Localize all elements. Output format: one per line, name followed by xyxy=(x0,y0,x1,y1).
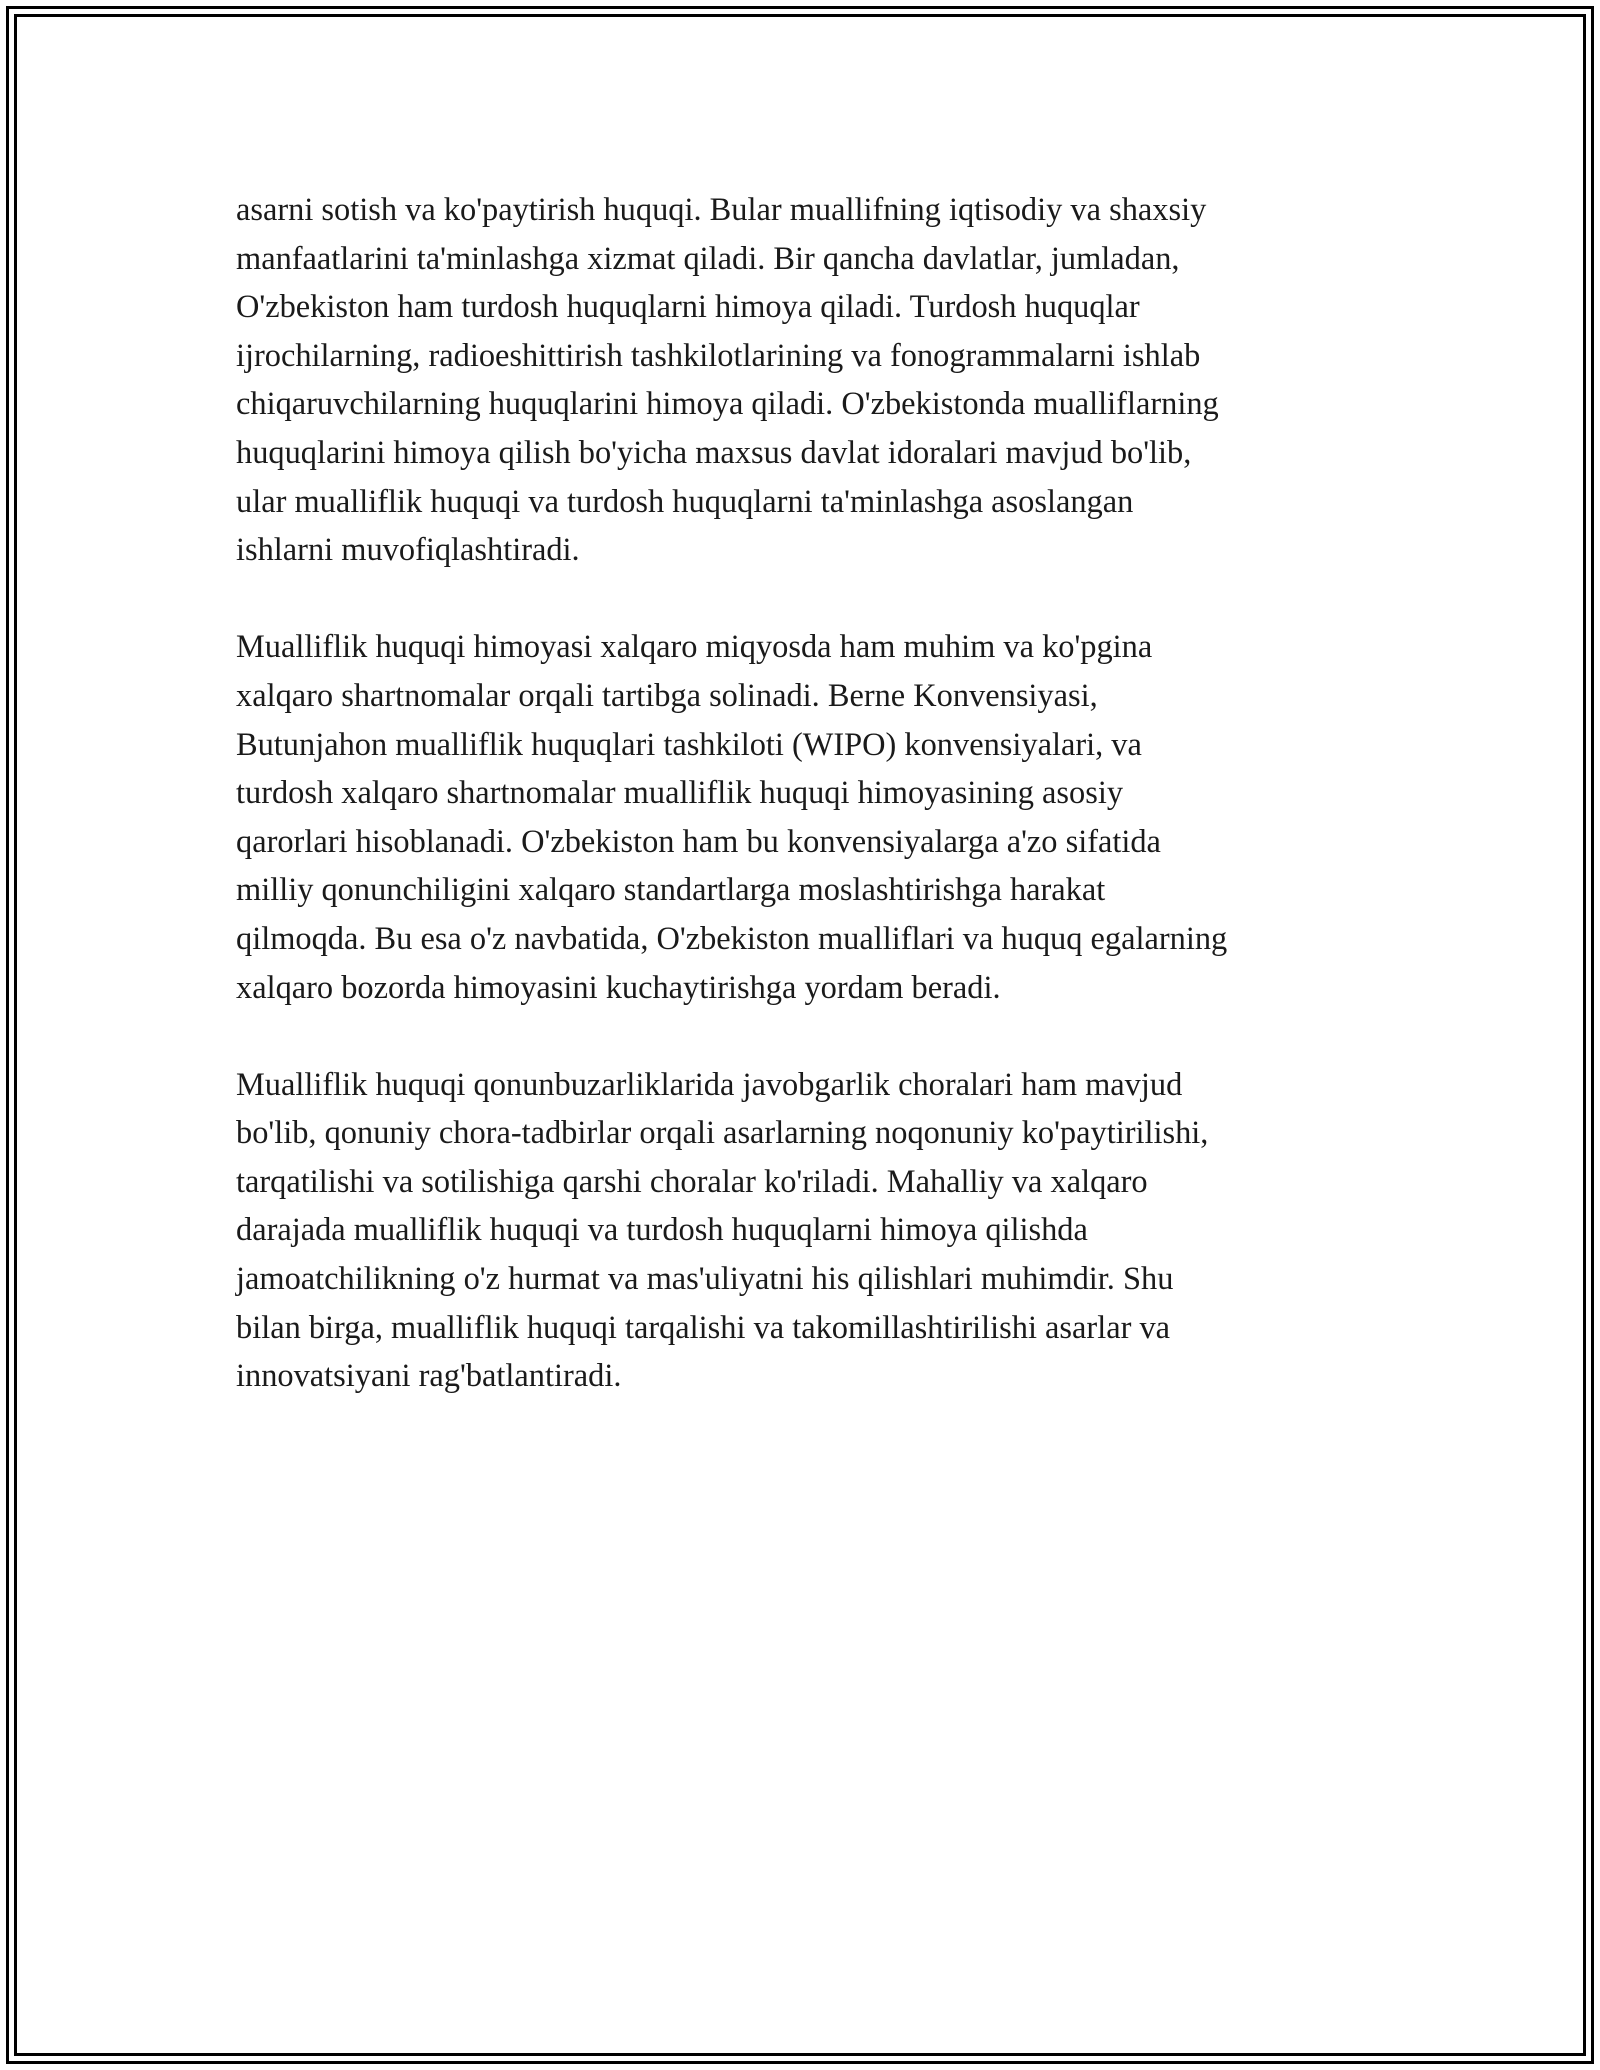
paragraph-2: Mualliflik huquqi himoyasi xalqaro miqyosda ham muhim va ko'pgina xalqaro shartnomalar orqali tartibga solinadi. Berne Konvensiyasi, Butunjahon mualliflik huquqlari tashkiloti (WIPO) konvensiyalari, va turdosh xalqaro shartnomalar mualliflik huquqi himoyasining asosiy qarorlari hisoblanadi. O'zbekiston ham bu konvensiyalarga a'zo sifatida milliy qonunchiligini xalqaro standartlarga moslashtirishga harakat qilmoqda. Bu esa o'z navbatida, O'zbekiston mualliflari va huquq egalarning xalqaro bozorda himoyasini kuchaytirishga yordam beradi. xyxy=(236,629,1228,1006)
paragraph-3: Mualliflik huquqi qonunbuzarliklarida javobgarlik choralari ham mavjud bo'lib, qonuniy chora-tadbirlar orqali asarlarning noqonuniy ko'paytirilishi, tarqatilishi va sotilishiga qarshi choralar ko'riladi. Mahalliy va xalqaro darajada mualliflik huquqi va turdosh huquqlarni himoya qilishda jamoatchilikning o'z hurmat va mas'uliyatni his qilishlari muhimdir. Shu bilan birga, mualliflik huquqi tarqalishi va takomillashtirilishi asarlar va innovatsiyani rag'batlantiradi. xyxy=(236,1066,1209,1395)
document-body xyxy=(236,186,1366,1449)
paragraph-1: asarni sotish va ko'paytirish huquqi. Bular muallifning iqtisodiy va shaxsiy manfaatlarini ta'minlashga xizmat qiladi. Bir qancha davlatlar, jumladan, O'zbekiston ham turdosh huquqlarni himoya qiladi. Turdosh huquqlar ijrochilarning, radioeshittirish tashkilotlarining va fonogrammalarni ishlab chiqaruvchilarning huquqlarini himoya qiladi. O'zbekistonda mualliflarning huquqlarini himoya qilish bo'yicha maxsus davlat idoralari mavjud bo'lib, ular mualliflik huquqi va turdosh huquqlarni ta'minlashga asoslangan ishlarni muvofiqlashtiradi. xyxy=(236,192,1219,569)
